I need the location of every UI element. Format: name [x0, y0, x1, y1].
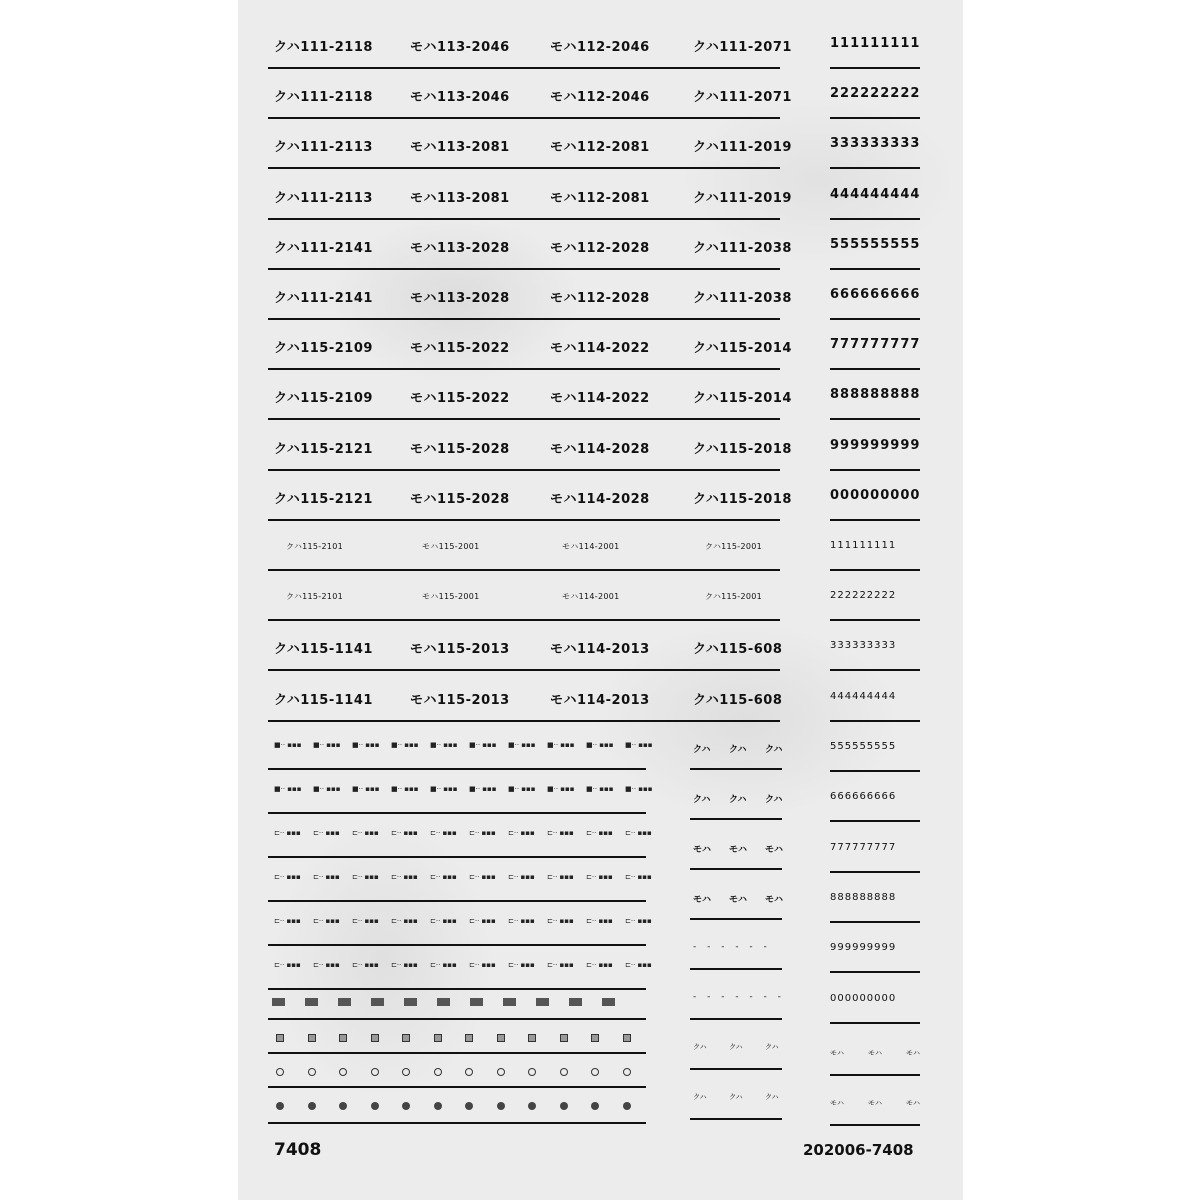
- digit-row: 999999999: [830, 942, 897, 954]
- divider-line: [690, 968, 782, 970]
- divider-line: [830, 67, 920, 69]
- marking-symbol: ⊏·· ▪▪▪: [352, 961, 379, 969]
- circle-symbol: [591, 1068, 599, 1076]
- circle-symbol: [465, 1068, 473, 1076]
- car-number: モハ114-2028: [550, 491, 650, 507]
- box-symbol: [371, 998, 384, 1006]
- divider-line: [268, 1018, 646, 1020]
- marking-symbol: ⊏·· ▪▪▪: [508, 917, 535, 925]
- circle-symbol: [308, 1068, 316, 1076]
- marking-symbol: ⊏·· ▪▪▪: [352, 873, 379, 881]
- car-number: クハ115-1141: [274, 692, 373, 708]
- divider-line: [268, 167, 780, 169]
- digit-row: 555555555: [830, 740, 897, 752]
- marking-symbol: ⊏·· ▪▪▪: [274, 829, 301, 837]
- marking-symbol: ■·· ▪▪▪: [547, 785, 575, 793]
- marking-symbol: ⊏·· ▪▪▪: [352, 917, 379, 925]
- car-number: クハ111-2113: [274, 140, 373, 156]
- divider-line: [830, 318, 920, 320]
- marking-symbol: ■·· ▪▪▪: [391, 741, 419, 749]
- circle-symbol: [528, 1068, 536, 1076]
- kana-mark: モハ: [729, 895, 748, 905]
- kana-mark: モハ: [868, 1049, 882, 1057]
- dot-symbol: [528, 1102, 536, 1110]
- car-number: モハ114-2013: [550, 692, 650, 708]
- square-symbol: [528, 1034, 536, 1042]
- car-number: モハ113-2081: [410, 140, 510, 156]
- kana-mark: クハ: [693, 745, 711, 755]
- car-number: クハ115-2121: [274, 491, 373, 507]
- marking-symbol: ■·· ▪▪▪: [547, 741, 575, 749]
- kana-mark: クハ: [765, 1043, 779, 1051]
- square-symbol: [591, 1034, 599, 1042]
- marking-symbol: ⊏·· ▪▪▪: [313, 961, 340, 969]
- marking-symbol: ⊏·· ▪▪▪: [547, 961, 574, 969]
- car-number: モハ114-2001: [562, 542, 620, 551]
- divider-line: [830, 1022, 920, 1024]
- divider-line: [830, 469, 920, 471]
- circle-symbol: [339, 1068, 347, 1076]
- circle-symbol: [402, 1068, 410, 1076]
- dot-symbol: [623, 1102, 631, 1110]
- marking-symbol: ⊏·· ▪▪▪: [430, 961, 457, 969]
- divider-line: [268, 669, 780, 671]
- marking-symbol: ■·· ▪▪▪: [274, 741, 302, 749]
- kana-mark: モハ: [868, 1099, 882, 1107]
- marking-symbol: ■·· ▪▪▪: [430, 741, 458, 749]
- marking-symbol: ⊏·· ▪▪▪: [547, 917, 574, 925]
- marking-symbol: ■·· ▪▪▪: [508, 741, 536, 749]
- digit-row: 777777777: [830, 337, 921, 353]
- kana-mark: クハ: [729, 1093, 743, 1101]
- car-number: モハ115-2013: [410, 642, 510, 658]
- car-number: クハ115-2001: [705, 592, 763, 602]
- box-symbol: [470, 998, 483, 1006]
- square-symbol: [434, 1034, 442, 1042]
- circle-symbol: [623, 1068, 631, 1076]
- divider-line: [268, 720, 780, 722]
- car-number: クハ115-1141: [274, 642, 373, 658]
- marking-symbol: ■·· ▪▪▪: [313, 741, 341, 749]
- dot-symbol: [497, 1102, 505, 1110]
- car-number: クハ115-2014: [693, 341, 792, 357]
- car-number: クハ115-2109: [274, 341, 373, 357]
- marking-symbol: ⊏·· ▪▪▪: [625, 829, 652, 837]
- divider-line: [830, 418, 920, 420]
- box-symbol: [503, 998, 516, 1006]
- circle-symbol: [434, 1068, 442, 1076]
- marking-symbol: ■·· ▪▪▪: [625, 785, 653, 793]
- decal-sheet: [238, 0, 963, 1200]
- car-number: モハ114-2028: [550, 441, 650, 457]
- kana-mark: モハ: [765, 845, 784, 855]
- circle-symbol: [371, 1068, 379, 1076]
- kana-mark: クハ: [729, 795, 747, 805]
- kana-mark: クハ: [765, 795, 783, 805]
- car-number: クハ111-2038: [693, 291, 792, 306]
- marking-symbol: ⊏·· ▪▪▪: [274, 873, 301, 881]
- divider-line: [268, 67, 780, 69]
- dot-symbol: [560, 1102, 568, 1110]
- car-number: モハ113-2081: [410, 190, 510, 206]
- box-symbol: [272, 998, 285, 1006]
- marking-symbol: ⊏·· ▪▪▪: [391, 873, 418, 881]
- circle-symbol: [276, 1068, 284, 1076]
- box-symbol: [602, 998, 615, 1006]
- car-number: クハ115-2018: [693, 491, 792, 507]
- box-symbol: [338, 998, 351, 1006]
- marking-symbol: ⊏·· ▪▪▪: [313, 873, 340, 881]
- divider-line: [268, 117, 780, 119]
- square-symbol: [276, 1034, 284, 1042]
- dash-mark: - - - - - -: [693, 942, 771, 952]
- divider-line: [268, 944, 646, 946]
- dot-symbol: [308, 1102, 316, 1110]
- car-number: クハ115-608: [693, 692, 783, 708]
- divider-line: [830, 1124, 920, 1126]
- square-symbol: [623, 1034, 631, 1042]
- car-number: モハ115-2028: [410, 491, 510, 507]
- divider-line: [690, 868, 782, 870]
- kana-mark: クハ: [729, 1043, 743, 1051]
- car-number: モハ115-2022: [410, 341, 510, 357]
- marking-symbol: ⊏·· ▪▪▪: [586, 829, 613, 837]
- car-number: クハ111-2071: [693, 90, 792, 106]
- marking-symbol: ⊏·· ▪▪▪: [508, 873, 535, 881]
- car-number: クハ111-2019: [693, 140, 792, 156]
- car-number: モハ115-2001: [422, 592, 480, 602]
- digit-row: 444444444: [830, 186, 921, 202]
- dot-symbol: [434, 1102, 442, 1110]
- dot-symbol: [465, 1102, 473, 1110]
- kana-mark: モハ: [906, 1099, 920, 1107]
- divider-line: [690, 1068, 782, 1070]
- dot-symbol: [371, 1102, 379, 1110]
- car-number: クハ115-2001: [705, 542, 763, 551]
- divider-line: [690, 768, 782, 770]
- divider-line: [268, 469, 780, 471]
- kana-mark: クハ: [693, 795, 711, 805]
- digit-row: 000000000: [830, 992, 897, 1004]
- marking-symbol: ⊏·· ▪▪▪: [391, 961, 418, 969]
- car-number: クハ111-2141: [274, 291, 373, 306]
- marking-symbol: ⊏·· ▪▪▪: [625, 917, 652, 925]
- divider-line: [268, 318, 780, 320]
- marking-symbol: ■·· ▪▪▪: [274, 785, 302, 793]
- kana-mark: モハ: [693, 845, 712, 855]
- kana-mark: モハ: [765, 895, 784, 905]
- digit-row: 444444444: [830, 690, 897, 702]
- divider-line: [830, 368, 920, 370]
- marking-symbol: ⊏·· ▪▪▪: [469, 873, 496, 881]
- car-number: クハ111-2141: [274, 240, 373, 256]
- car-number: モハ113-2046: [410, 40, 510, 55]
- divider-line: [268, 368, 780, 370]
- square-symbol: [371, 1034, 379, 1042]
- divider-line: [830, 871, 920, 873]
- marking-symbol: ■·· ▪▪▪: [469, 785, 497, 793]
- digit-row: 777777777: [830, 841, 897, 853]
- car-number: モハ114-2022: [550, 341, 650, 357]
- box-symbol: [569, 998, 582, 1006]
- marking-symbol: ⊏·· ▪▪▪: [625, 873, 652, 881]
- car-number: クハ115-2014: [693, 391, 792, 407]
- divider-line: [268, 218, 780, 220]
- car-number: モハ114-2013: [550, 642, 650, 658]
- square-symbol: [402, 1034, 410, 1042]
- divider-line: [830, 619, 920, 621]
- kana-mark: モハ: [830, 1099, 844, 1107]
- divider-line: [830, 218, 920, 220]
- divider-line: [830, 971, 920, 973]
- marking-symbol: ⊏·· ▪▪▪: [625, 961, 652, 969]
- marking-symbol: ⊏·· ▪▪▪: [469, 961, 496, 969]
- divider-line: [268, 569, 780, 571]
- divider-line: [830, 720, 920, 722]
- divider-line: [268, 768, 646, 770]
- marking-symbol: ⊏·· ▪▪▪: [547, 873, 574, 881]
- marking-symbol: ■·· ▪▪▪: [430, 785, 458, 793]
- car-number: モハ112-2081: [550, 190, 650, 206]
- marking-symbol: ⊏·· ▪▪▪: [469, 917, 496, 925]
- car-number: クハ111-2038: [693, 240, 792, 256]
- box-symbol: [305, 998, 318, 1006]
- car-number: クハ115-608: [693, 642, 783, 658]
- car-number: モハ112-2046: [550, 90, 650, 106]
- marking-symbol: ■·· ▪▪▪: [313, 785, 341, 793]
- divider-line: [830, 921, 920, 923]
- marking-symbol: ⊏·· ▪▪▪: [430, 829, 457, 837]
- dot-symbol: [276, 1102, 284, 1110]
- divider-line: [690, 1018, 782, 1020]
- square-symbol: [465, 1034, 473, 1042]
- divider-line: [830, 669, 920, 671]
- marking-symbol: ■·· ▪▪▪: [352, 741, 380, 749]
- car-number: モハ113-2028: [410, 291, 510, 306]
- divider-line: [690, 818, 782, 820]
- box-symbol: [536, 998, 549, 1006]
- circle-symbol: [497, 1068, 505, 1076]
- car-number: モハ112-2028: [550, 291, 650, 306]
- divider-line: [830, 770, 920, 772]
- car-number: モハ112-2028: [550, 240, 650, 256]
- square-symbol: [339, 1034, 347, 1042]
- kana-mark: モハ: [830, 1049, 844, 1057]
- dot-symbol: [591, 1102, 599, 1110]
- square-symbol: [560, 1034, 568, 1042]
- dot-symbol: [402, 1102, 410, 1110]
- divider-line: [830, 1074, 920, 1076]
- marking-symbol: ■·· ▪▪▪: [391, 785, 419, 793]
- marking-symbol: ⊏·· ▪▪▪: [391, 917, 418, 925]
- car-number: クハ115-2101: [286, 542, 344, 551]
- marking-symbol: ⊏·· ▪▪▪: [430, 917, 457, 925]
- car-number: クハ111-2071: [693, 40, 792, 55]
- car-number: モハ112-2046: [550, 40, 650, 55]
- digit-row: 888888888: [830, 892, 897, 903]
- divider-line: [830, 117, 920, 119]
- car-number: モハ115-2001: [422, 542, 480, 551]
- kana-mark: クハ: [765, 745, 783, 755]
- sheet-code: 7408: [274, 1140, 322, 1160]
- marking-symbol: ⊏·· ▪▪▪: [586, 873, 613, 881]
- circle-symbol: [560, 1068, 568, 1076]
- digit-row: 333333333: [830, 640, 897, 652]
- divider-line: [268, 619, 780, 621]
- marking-symbol: ■·· ▪▪▪: [586, 785, 614, 793]
- divider-line: [268, 519, 780, 521]
- car-number: クハ111-2113: [274, 190, 373, 206]
- box-symbol: [437, 998, 450, 1006]
- divider-line: [830, 268, 920, 270]
- kana-mark: モハ: [693, 895, 712, 905]
- marking-symbol: ■·· ▪▪▪: [508, 785, 536, 793]
- dot-symbol: [339, 1102, 347, 1110]
- digit-row: 888888888: [830, 387, 921, 403]
- divider-line: [268, 856, 646, 858]
- divider-line: [268, 1052, 646, 1054]
- kana-mark: クハ: [693, 1043, 707, 1051]
- marking-symbol: ⊏·· ▪▪▪: [313, 829, 340, 837]
- divider-line: [830, 519, 920, 521]
- divider-line: [268, 900, 646, 902]
- kana-mark: モハ: [729, 845, 748, 855]
- square-symbol: [308, 1034, 316, 1042]
- digit-row: 000000000: [830, 487, 921, 503]
- car-number: クハ115-2121: [274, 441, 373, 457]
- marking-symbol: ⊏·· ▪▪▪: [508, 961, 535, 969]
- digit-row: 999999999: [830, 437, 921, 453]
- divider-line: [268, 1086, 646, 1088]
- square-symbol: [497, 1034, 505, 1042]
- marking-symbol: ⊏·· ▪▪▪: [586, 917, 613, 925]
- car-number: クハ111-2118: [274, 90, 373, 106]
- box-symbol: [404, 998, 417, 1006]
- marking-symbol: ⊏·· ▪▪▪: [391, 829, 418, 837]
- divider-line: [830, 569, 920, 571]
- marking-symbol: ⊏·· ▪▪▪: [508, 829, 535, 837]
- car-number: クハ115-2101: [286, 592, 344, 602]
- marking-symbol: ⊏·· ▪▪▪: [352, 829, 379, 837]
- car-number: クハ115-2109: [274, 391, 373, 407]
- car-number: モハ114-2001: [562, 592, 620, 602]
- divider-line: [268, 812, 646, 814]
- divider-line: [268, 268, 780, 270]
- digit-row: 333333333: [830, 136, 921, 152]
- marking-symbol: ⊏·· ▪▪▪: [586, 961, 613, 969]
- kana-mark: クハ: [693, 1093, 707, 1101]
- kana-mark: クハ: [729, 745, 747, 755]
- car-number: モハ114-2022: [550, 391, 650, 407]
- marking-symbol: ⊏·· ▪▪▪: [274, 917, 301, 925]
- car-number: モハ112-2081: [550, 140, 650, 156]
- marking-symbol: ■·· ▪▪▪: [469, 741, 497, 749]
- digit-row: 222222222: [830, 86, 921, 102]
- marking-symbol: ⊏·· ▪▪▪: [274, 961, 301, 969]
- divider-line: [268, 988, 646, 990]
- dash-mark: - - - - - - -: [693, 992, 785, 1002]
- marking-symbol: ⊏·· ▪▪▪: [469, 829, 496, 837]
- car-number: モハ115-2013: [410, 692, 510, 708]
- marking-symbol: ■·· ▪▪▪: [586, 741, 614, 749]
- marking-symbol: ■·· ▪▪▪: [625, 741, 653, 749]
- kana-mark: クハ: [765, 1093, 779, 1101]
- car-number: モハ115-2028: [410, 441, 510, 457]
- car-number: モハ113-2028: [410, 240, 510, 256]
- car-number: クハ111-2118: [274, 40, 373, 55]
- marking-symbol: ⊏·· ▪▪▪: [313, 917, 340, 925]
- divider-line: [690, 1118, 782, 1120]
- product-code: 202006-7408: [803, 1141, 914, 1159]
- digit-row: 111111111: [830, 36, 921, 51]
- marking-symbol: ■·· ▪▪▪: [352, 785, 380, 793]
- marking-symbol: ⊏·· ▪▪▪: [547, 829, 574, 837]
- digit-row: 666666666: [830, 791, 897, 803]
- car-number: クハ111-2019: [693, 190, 792, 206]
- kana-mark: モハ: [906, 1049, 920, 1057]
- digit-row: 555555555: [830, 236, 921, 252]
- digit-row: 111111111: [830, 540, 897, 551]
- digit-row: 666666666: [830, 287, 921, 302]
- digit-row: 222222222: [830, 590, 897, 602]
- car-number: クハ115-2018: [693, 441, 792, 457]
- divider-line: [268, 418, 780, 420]
- marking-symbol: ⊏·· ▪▪▪: [430, 873, 457, 881]
- divider-line: [830, 820, 920, 822]
- car-number: モハ113-2046: [410, 90, 510, 106]
- divider-line: [690, 918, 782, 920]
- divider-line: [268, 1122, 646, 1124]
- divider-line: [830, 167, 920, 169]
- car-number: モハ115-2022: [410, 391, 510, 407]
